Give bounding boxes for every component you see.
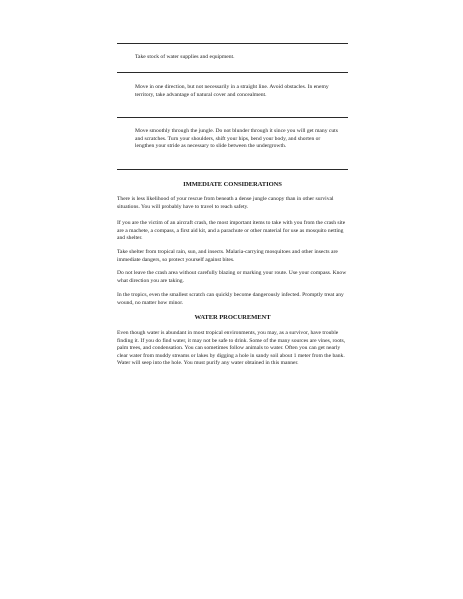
paragraph-aircraft-crash: If you are the victim of an aircraft crash, the most important items to take with you from the crash site are a machete, a compass, a first aid kit, and a parachute or other material for use as mosquito netting and shelter. <box>117 220 346 242</box>
tip-move-smoothly: Move smoothly through the jungle. Do not blunder through it since you will get many cuts and scratches. Turn your shoulders, shift your hips, bend your body, and shorten or lengthen your stride as necessary to slide between the undergrowth. <box>135 128 338 150</box>
divider-rule <box>117 169 348 170</box>
paragraph-take-shelter: Take shelter from tropical rain, sun, and insects. Malaria-carrying mosquitoes and other insects are immediate dangers, so protect yourself against bites. <box>117 249 338 263</box>
section-heading-water-procurement: WATER PROCUREMENT <box>194 314 271 321</box>
paragraph-mark-route: Do not leave the crash area without carefully blazing or marking your route. Use your compass. Know what direction you are taking. <box>117 270 347 284</box>
paragraph-treat-wounds: In the tropics, even the smallest scratch can quickly become dangerously infected. Promptly treat any wound, no matter how minor. <box>117 292 344 306</box>
divider-rule <box>117 72 348 73</box>
tip-move-one-direction: Move in one direction, but not necessarily in a straight line. Avoid obstacles. In enemy territory, take advantage of natural cover and concealment. <box>135 84 329 98</box>
divider-rule <box>117 43 348 44</box>
paragraph-rescue-likelihood: There is less likelihood of your rescue from beneath a dense jungle canopy than in other survival situations. You will probably have to travel to reach safety. <box>117 196 334 210</box>
tip-water-supplies: Take stock of water supplies and equipment. <box>135 54 235 60</box>
divider-rule <box>117 117 348 118</box>
section-heading-immediate-considerations: IMMEDIATE CONSIDERATIONS <box>183 181 282 188</box>
paragraph-water-sources: Even though water is abundant in most tropical environments, you may, as a survivor, have trouble finding it. If you do find water, it may not be safe to drink. Some of the many sources are vines, roots, palm trees, and condensation. You can sometimes follow animals to water. Often you can get nearly clear water from muddy streams or lakes by digging a hole in sandy soil about 1 meter from the bank. Water will seep into the hole. You must purify any water obtained in this manner. <box>117 330 346 367</box>
